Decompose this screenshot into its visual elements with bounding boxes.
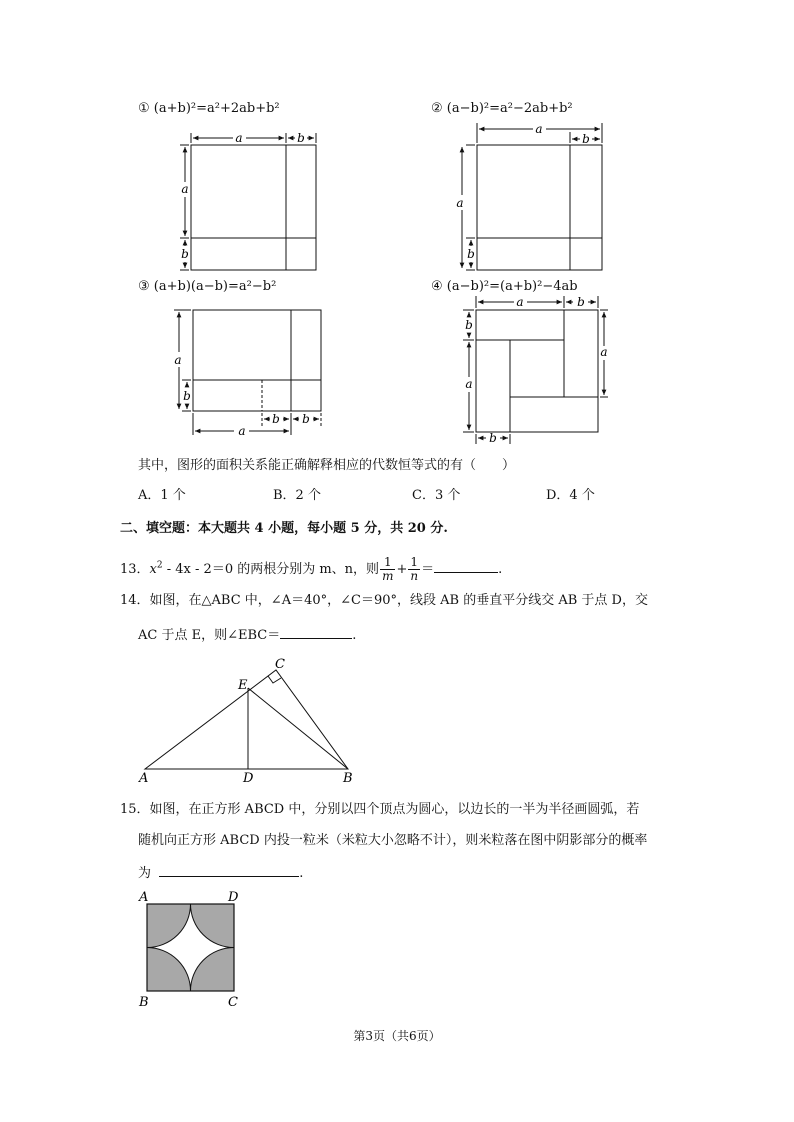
q13-number: 13． [120, 562, 150, 577]
q14-point-e: E [238, 678, 248, 693]
q13-fraction-n: $\frac{1}{n}$ [410, 555, 419, 583]
q12-option-a: A．1 个 [138, 488, 186, 503]
page-footer: 第3页（共6页） [353, 1029, 441, 1043]
q14-line2 [138, 624, 356, 645]
f4-label-b-bottom: b [489, 431, 497, 445]
q13-plus: + [396, 562, 408, 577]
q15-line2: 随机向正方形 ABCD 内投一粒米（米粒大小忽略不计），则米粒落在图中阴影部分的概率 [138, 833, 648, 848]
q13-answer-blank[interactable] [434, 558, 498, 573]
q14-point-d: D [243, 771, 254, 786]
f3-label-a-left: a [174, 353, 182, 367]
q14-answer-blank[interactable] [280, 624, 352, 639]
q14-point-a: A [139, 771, 149, 786]
q15-point-c: C [228, 995, 238, 1010]
figure1-caption: ① (a+b)²=a²+2ab+b² [138, 101, 280, 116]
f4-label-a-left: a [465, 377, 473, 391]
q15-end: . [299, 866, 304, 881]
f2-label-a-left: a [456, 196, 464, 210]
figure2-diagram [450, 120, 610, 275]
f2-label-b-left: b [467, 247, 475, 261]
f3-label-b-bottom1: b [272, 412, 280, 426]
f1-label-b-left: b [181, 247, 189, 261]
q12-option-b: B．2 个 [273, 488, 321, 503]
f3-label-b-bottom2: b [302, 412, 310, 426]
q14-triangle-diagram [135, 652, 365, 787]
q13-equals: ＝ [421, 562, 435, 577]
q15-line3 [138, 862, 303, 883]
figure3-diagram [168, 303, 333, 438]
f1-label-b-top: b [297, 131, 305, 145]
q12-option-c: C．3 个 [412, 488, 461, 503]
q15-point-a: A [139, 890, 149, 905]
q13-end: . [498, 562, 503, 577]
q13-fraction-m: $\frac{1}{m}$ [382, 555, 394, 583]
f1-label-a-top: a [235, 131, 243, 145]
q13-text: - 4x - 2＝0 的两根分别为 m、n，则 [162, 562, 380, 577]
f4-label-a-right: a [600, 345, 608, 359]
q14-line2-text: AC 于点 E，则∠EBC＝ [138, 628, 281, 643]
q13 [120, 556, 502, 583]
q14-point-b: B [343, 771, 353, 786]
q15-point-b: B [139, 995, 149, 1010]
f4-label-b-left: b [465, 318, 473, 332]
q15-square-diagram [133, 887, 248, 1012]
f2-label-b-top: b [582, 132, 590, 146]
figure4-diagram [455, 294, 615, 446]
q12-option-d: D．4 个 [546, 488, 595, 503]
f1-label-a-left: a [181, 182, 189, 196]
q15-line3-text: 为 [138, 866, 152, 881]
q15-line1: 15．如图，在正方形 ABCD 中，分别以四个顶点为圆心，以边长的一半为半径画圆弧，若 [120, 802, 640, 817]
q14-point-c: C [275, 657, 285, 672]
q13-exponent: 2 [156, 560, 163, 571]
f3-label-b-left: b [183, 389, 191, 403]
q13-var-x: x [149, 562, 157, 577]
q15-point-d: D [228, 890, 239, 905]
f2-label-a-top: a [535, 122, 543, 136]
figure3-caption: ③ (a+b)(a−b)=a²−b² [138, 279, 277, 294]
figure2-caption: ② (a−b)²=a²−2ab+b² [431, 101, 573, 116]
figure4-caption: ④ (a−b)²=(a+b)²−4ab [431, 279, 578, 294]
figure1-diagram [170, 125, 330, 275]
section2-heading: 二、填空题：本大题共 4 小题，每小题 5 分，共 20 分. [120, 521, 448, 536]
q14-end: . [352, 628, 357, 643]
f4-label-a-top: a [516, 295, 524, 309]
f3-label-a-bottom: a [238, 424, 246, 438]
q14-line1: 14．如图，在△ABC 中，∠A＝40°，∠C＝90°，线段 AB 的垂直平分线交 AB 于点 D，交 [120, 593, 648, 608]
f4-label-b-top: b [577, 295, 585, 309]
q12-stem: 其中，图形的面积关系能正确解释相应的代数恒等式的有（ ） [138, 458, 516, 473]
q15-answer-blank[interactable] [159, 862, 299, 877]
